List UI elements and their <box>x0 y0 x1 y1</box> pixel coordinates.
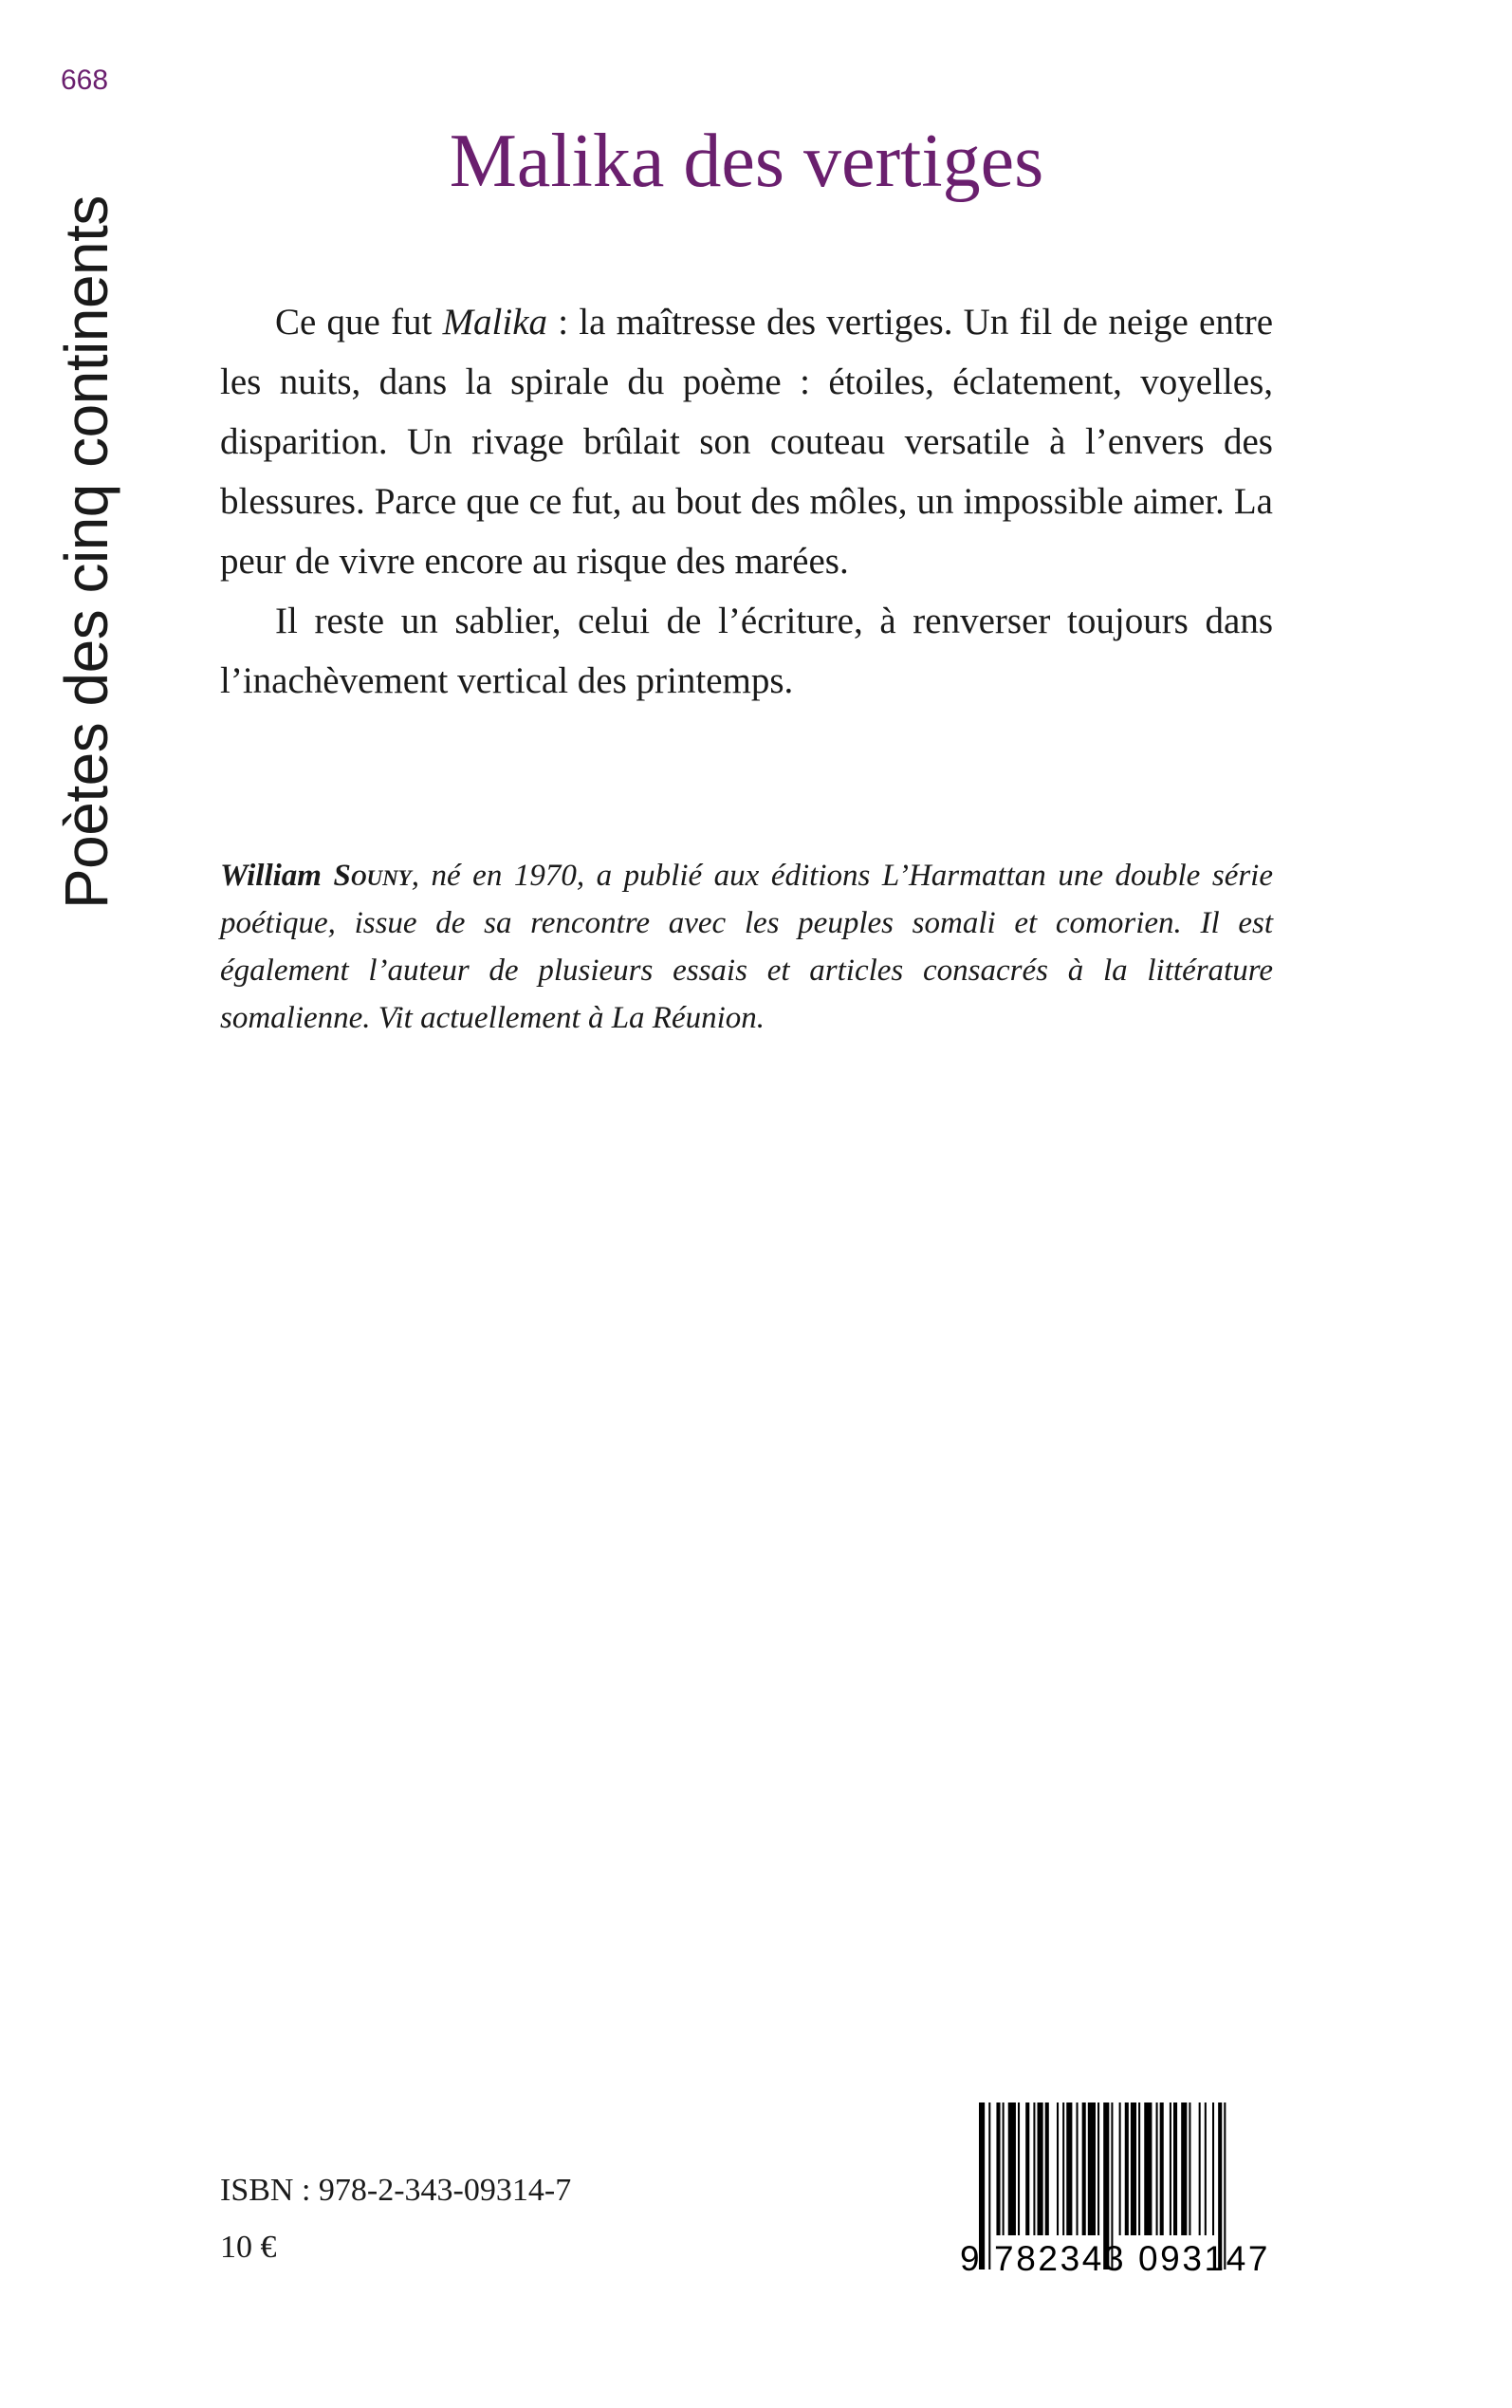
author-bio-text: , né en 1970, a publié aux éditions L’Harmattan une double série poétique, issue de sa rencontre avec les peuples somali et comorien. Il est également l’auteur de plusieurs essais et articles consacrés à la littérature somalienne. Vit actuellement à La Réunion. <box>220 859 1273 1035</box>
blurb-text: Ce que fut <box>275 302 443 343</box>
barcode-digits: 9 782343 093147 <box>960 2239 1271 2278</box>
author-first-name: William <box>220 859 334 893</box>
blurb-title-italic: Malika <box>442 302 548 343</box>
blurb <box>220 292 1273 711</box>
author-bio <box>220 852 1273 1042</box>
author-last-name: Souny <box>333 859 412 893</box>
series-number: 668 <box>61 65 109 96</box>
price: 10 € <box>220 2230 277 2265</box>
blurb-paragraph-1 <box>220 292 1273 591</box>
book-title: Malika des vertiges <box>449 120 1044 203</box>
blurb-paragraph-2: Il reste un sablier, celui de l’écriture, à renverser toujours dans l’inachèvement vertical des printemps. <box>220 601 1273 701</box>
series-title: Poètes des cinq continents <box>52 195 120 909</box>
isbn: ISBN : 978-2-343-09314-7 <box>220 2173 572 2208</box>
blurb-text: : la maîtresse des vertiges. Un fil de neige entre les nuits, dans la spirale du poème : étoiles, éclatement, voyelles, disparition. Un rivage brûlait son couteau versatile à l’envers des blessures. Parce que ce fut, au bout des môles, un impossible aimer. La peur de vivre encore au risque des marées. <box>220 302 1273 582</box>
